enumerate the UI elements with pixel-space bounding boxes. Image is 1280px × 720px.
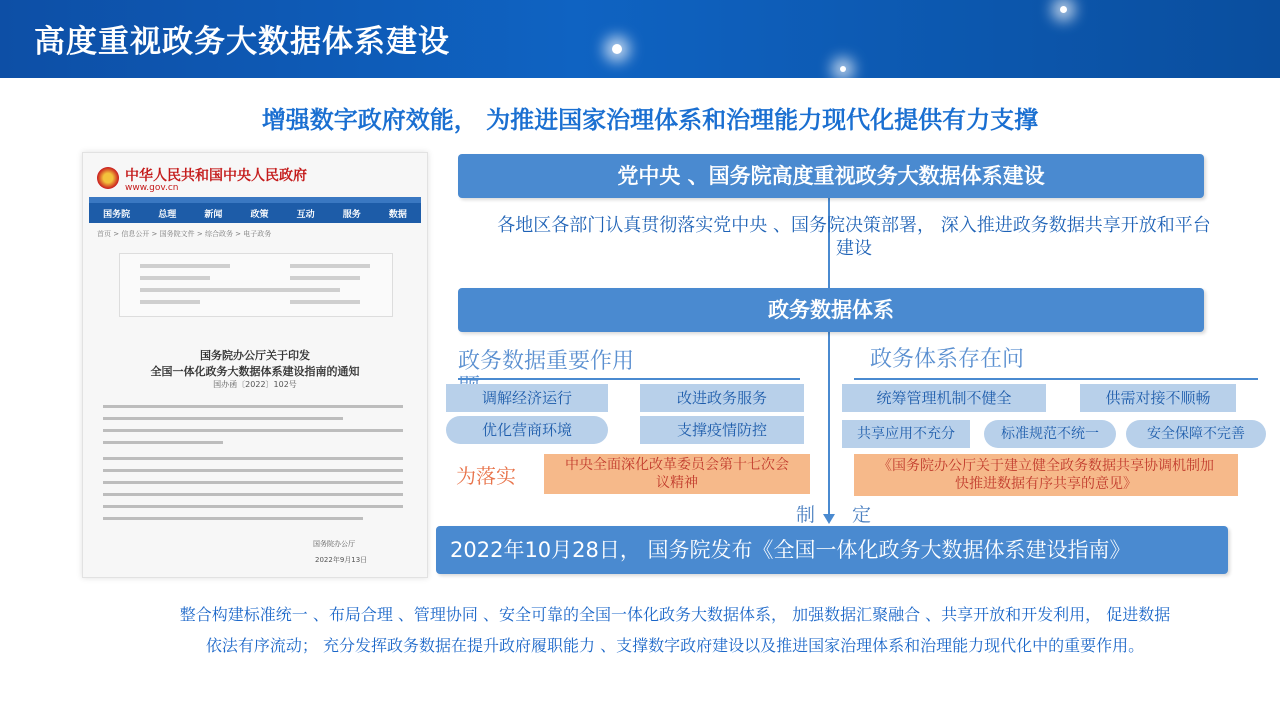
doc-site-url: www.gov.cn <box>125 183 179 193</box>
problem-chip: 供需对接不顺畅 <box>1080 384 1236 412</box>
doc-nav-item: 数据 <box>388 209 407 220</box>
doc-nav-item: 政策 <box>250 209 269 220</box>
doc-number: 国办函〔2022〕102号 <box>213 380 297 389</box>
arrow-down-icon <box>823 514 835 524</box>
doc-site-title: 中华人民共和国中央人民政府 <box>125 168 307 184</box>
problem-chip: 统筹管理机制不健全 <box>842 384 1046 412</box>
doc-heading: 国务院办公厅关于印发 <box>200 349 310 362</box>
summary-line: 整合构建标准统一 、布局合理 、管理协同 、安全可靠的全国一体化政务大数据体系， 加强数据汇聚融合 、共享开放和开发利用， 促进数据 <box>179 605 1171 624</box>
role-chip: 调解经济运行 <box>446 384 608 412</box>
summary-line: 依法有序流动； 充分发挥政务数据在提升政府履职能力 、支撑数字政府建设以及推进国家治理体系和治理能力现代化中的重要作用。 <box>205 636 1145 655</box>
middle-bar: 政务数据体系 <box>458 288 1204 332</box>
role-chip: 优化营商环境 <box>446 416 608 444</box>
national-emblem-icon <box>97 167 119 189</box>
sparkle-decoration <box>1060 6 1067 13</box>
role-chip: 支撑疫情防控 <box>640 416 804 444</box>
doc-nav-item: 总理 <box>158 209 177 220</box>
doc-heading: 全国一体化政务大数据体系建设指南的通知 <box>150 365 360 378</box>
divider-line <box>458 378 800 380</box>
slide-subtitle: 增强数字政府效能， 为推进国家治理体系和治理能力现代化提供有力支撑 <box>261 106 1039 134</box>
release-bar: 2022年10月28日， 国务院发布《全国一体化政务大数据体系建设指南》 <box>436 526 1228 574</box>
sparkle-decoration <box>840 66 846 72</box>
doc-breadcrumb: 首页 > 信息公开 > 国务院文件 > 综合政务 > 电子政务 <box>97 230 272 238</box>
doc-nav <box>89 203 421 223</box>
implement-label: 为落实 <box>456 464 516 488</box>
role-chip: 改进政务服务 <box>640 384 804 412</box>
doc-nav-item: 服务 <box>342 209 361 220</box>
top-description: 各地区各部门认真贯彻落实党中央 、国务院决策部署， 深入推进政务数据共享开放和平台建设 <box>497 215 1211 259</box>
doc-signature: 国务院办公厅 <box>313 540 355 548</box>
doc-meta-table <box>119 253 393 317</box>
formulate-label: 制 <box>796 504 816 526</box>
problem-chip: 共享应用不充分 <box>842 420 970 448</box>
problem-chip: 安全保障不完善 <box>1126 420 1266 448</box>
left-section-title: 政务数据重要作用 <box>458 349 635 374</box>
doc-date: 2022年9月13日 <box>315 556 368 564</box>
doc-nav-item: 新闻 <box>204 209 223 220</box>
meeting-spirit-box: 中央全面深化改革委员会第十七次会议精神 <box>544 454 810 494</box>
doc-nav-item: 互动 <box>296 209 315 220</box>
document-thumbnail <box>82 152 428 578</box>
page-title: 高度重视政务大数据体系建设 <box>34 24 450 60</box>
doc-nav-item: 国务院 <box>103 209 131 220</box>
top-bar: 党中央 、国务院高度重视政务大数据体系建设 <box>458 154 1204 198</box>
opinion-document-box: 《国务院办公厅关于建立健全政务数据共享协调机制加快推进数据有序共享的意见》 <box>854 454 1238 496</box>
formulate-label: 定 <box>852 504 872 526</box>
right-section-title: 政务体系存在问 <box>870 347 1025 372</box>
problem-chip: 标准规范不统一 <box>984 420 1116 448</box>
connector-line <box>828 332 830 516</box>
sparkle-decoration <box>612 44 622 54</box>
divider-line <box>854 378 1258 380</box>
